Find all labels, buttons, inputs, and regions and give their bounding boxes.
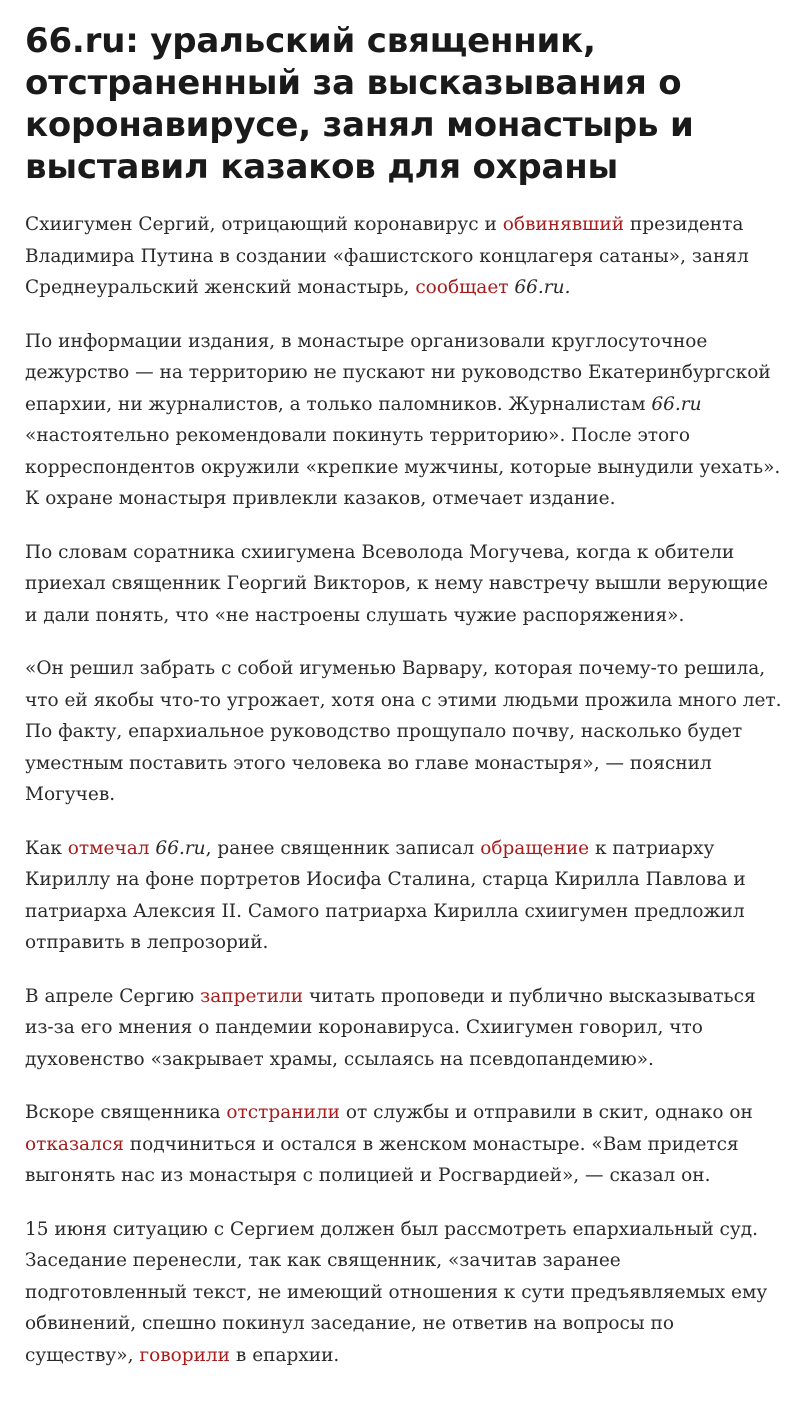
inline-link[interactable]: отказался xyxy=(25,1133,124,1155)
text-run: от службы и отправили в скит, однако он xyxy=(339,1102,753,1123)
text-run: , ранее священник записал xyxy=(205,837,481,859)
inline-link[interactable]: отстранили xyxy=(226,1102,340,1123)
inline-link[interactable]: говорили xyxy=(139,1344,231,1366)
text-run: в епархии. xyxy=(230,1344,340,1366)
text-run: читать проповеди и публично высказываться из-за его мнения о пандемии коронавируса. Схиигумен говорил, что духовенство «закрывает храмы, ссылаясь на псевдопандемию». xyxy=(25,985,756,1070)
text-run: президента Владимира Путина в создании «фашистского концлагеря сатаны», занял Среднеуральский женский монастырь, xyxy=(25,214,749,298)
text-run: Вскоре священника xyxy=(25,1102,227,1123)
article-paragraph xyxy=(25,537,783,632)
source-name: 66.ru xyxy=(651,393,702,415)
article-paragraph xyxy=(25,1097,783,1192)
article-headline: 66.ru: уральский священник, отстраненный за высказывания о коронавирусе, занял монастырь и выставил казаков для охраны xyxy=(25,21,694,187)
inline-link[interactable]: сообщает xyxy=(415,277,509,298)
text-run: «Он решил забрать с собой игуменью Варвару, которая почему-то решила, что ей якобы что-то угрожает, хотя она с этими людьми прожила много лет. По факту, епархиальное руководство прощупало почву, насколько будет уместным поставить этого человека во главе монастыря», — пояснил Могучев. xyxy=(25,658,782,805)
inline-link[interactable]: отмечал xyxy=(67,837,150,859)
text-run: В апреле Сергию xyxy=(25,985,201,1007)
article-paragraph xyxy=(25,981,783,1076)
article-paragraph xyxy=(25,653,783,811)
article-paragraph xyxy=(25,1214,783,1372)
inline-link[interactable]: обращение xyxy=(480,837,590,859)
text-run: 15 июня ситуацию с Сергием должен был рассмотреть епархиальный суд. Заседание перенесли, так как священник, «зачитав заранее подготовленный текст, не имеющий отношения к сути предъявляемых ему обвинений, спешно покинул заседание, не ответив на вопросы по существу», xyxy=(25,1218,768,1366)
text-run: Схиигумен Сергий, отрицающий коронавирус и xyxy=(25,214,503,235)
text-run: подчиниться и остался в женском монастыре. «Вам придется выгонять нас из монастыря с полицией и Росгвардией», — сказал он. xyxy=(25,1133,739,1186)
article-paragraph xyxy=(25,833,783,959)
text-run: Как xyxy=(25,837,68,859)
text-run: По словам соратника схиигумена Всеволода Могучева, когда к обители приехал священник Георгий Викторов, к нему навстречу вышли верующие и дали понять, что «не настроены слушать чужие распоряжения». xyxy=(25,541,769,626)
text-run: «настоятельно рекомендовали покинуть территорию». После этого корреспондентов окружили «крепкие мужчины, которые вынудили уехать». К охране монастыря привлекли казаков, отмечает издание. xyxy=(25,425,781,509)
inline-link[interactable]: обвинявший xyxy=(502,214,625,235)
source-name: 66.ru. xyxy=(514,277,571,298)
article-paragraph xyxy=(25,209,783,304)
source-name: 66.ru xyxy=(155,837,206,859)
text-run: По информации издания, в монастыре организовали круглосуточное дежурство — на территорию не пускают ни руководство Екатеринбургской епархии, ни журналистов, а только паломников. Журналистам xyxy=(25,330,771,415)
text-run: к патриарху Кириллу на фоне портретов Иосифа Сталина, старца Кирилла Павлова и патриарха Алексия II. Самого патриарха Кирилла схиигумен предложил отправить в лепрозорий. xyxy=(25,837,746,953)
article-paragraph xyxy=(25,326,783,515)
inline-link[interactable]: запретили xyxy=(200,985,304,1007)
article-body xyxy=(25,209,783,1371)
